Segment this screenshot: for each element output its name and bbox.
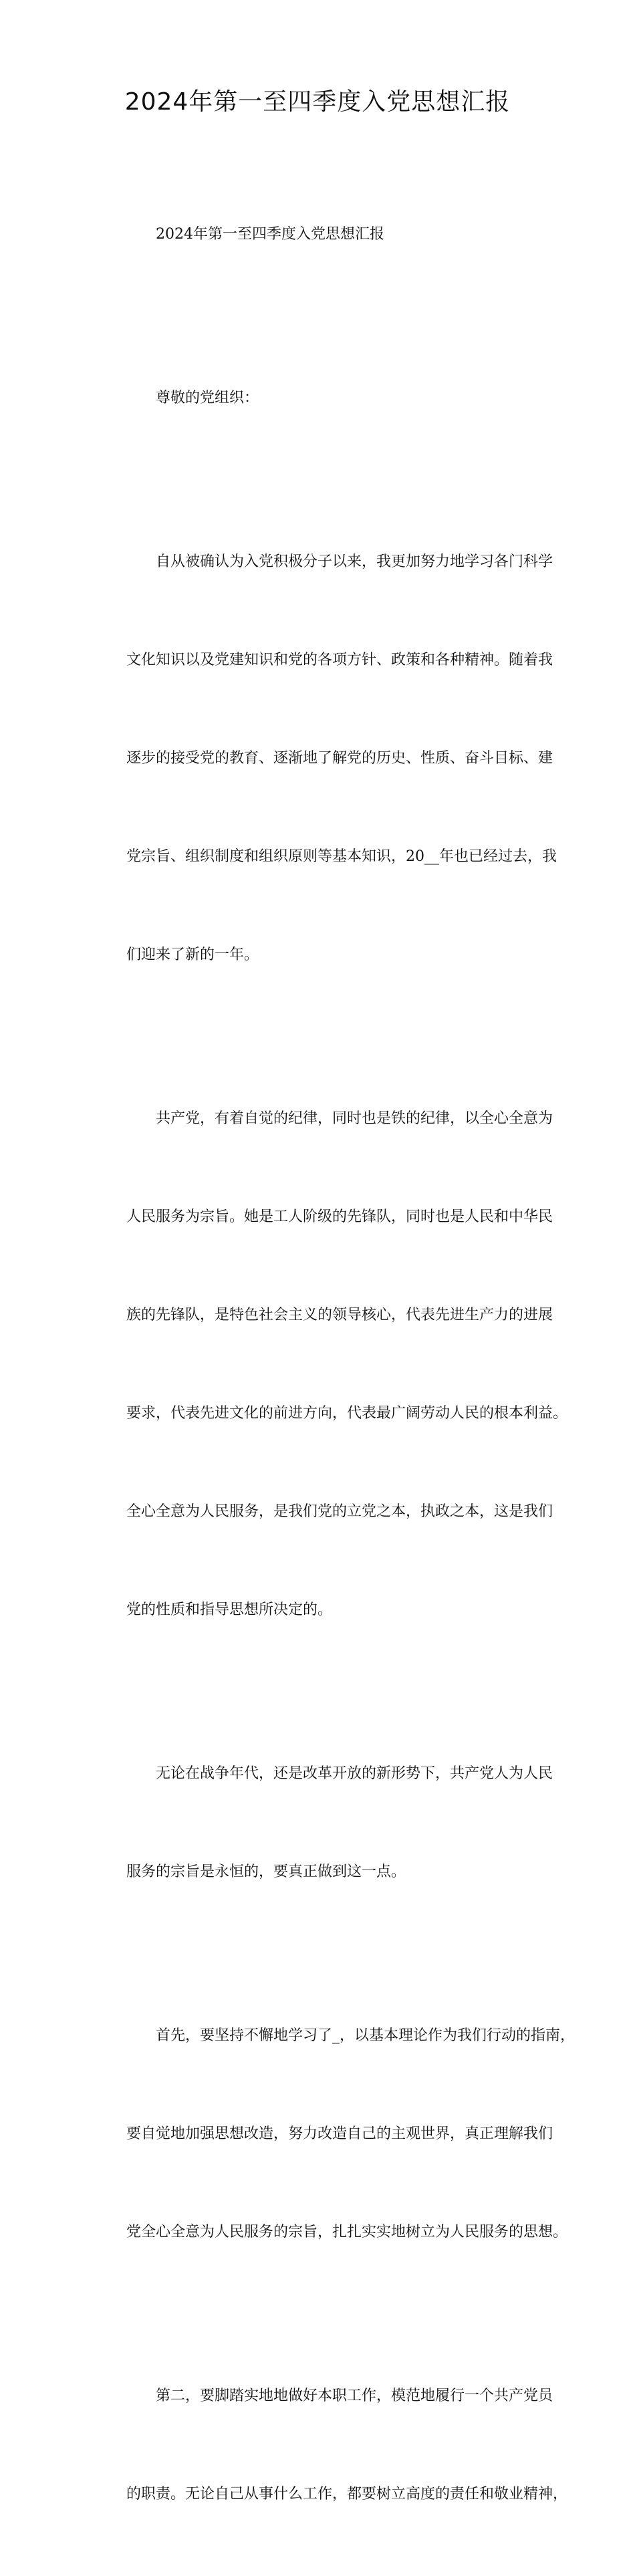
text-line: 的职责。无论自己从事什么工作，都要树立高度的责任和敬业精神， [126,2486,568,2502]
document-body [97,152,576,2576]
text-line: 2024年第一至四季度入党思想汇报 [156,226,384,243]
text-line: 第二，要脚踏实地地做好本职工作，模范地履行一个共产党员 [156,2388,553,2404]
paragraph-5 [97,2314,568,2576]
document-title: 2024年第一至四季度入党思想汇报 [124,88,511,116]
text-line: 自从被确认为入党积极分子以来，我更加努力地学习各门科学 [156,553,553,570]
text-line: 服务的宗旨是永恒的，要真正做到这一点。 [126,1863,406,1880]
text-line: 要求，代表先进文化的前进方向，代表最广阔劳动人民的根本利益。 [126,1405,568,1422]
paragraph-1 [97,480,557,1037]
paragraph-heading [97,152,541,316]
text-line: 要自觉地加强思想改造，努力改造自己的主观世界，真正理解我们 [126,2126,553,2142]
paragraph-2 [97,1037,568,1692]
text-line: 逐步的接受党的教育、逐渐地了解党的历史、性质、奋斗目标、建 [126,750,553,767]
paragraph-4 [97,1954,576,2314]
paragraph-salutation [97,316,541,480]
text-line: 党宗旨、组织制度和组织原则等基本知识，20__年也已经过去，我 [126,848,557,865]
text-line: 人民服务为宗旨。她是工人阶级的先锋队，同时也是人民和中华民 [126,1208,553,1225]
text-line: 族的先锋队，是特色社会主义的领导核心，代表先进生产力的进展 [126,1307,553,1323]
text-line: 首先，要坚持不懈地学习了_，以基本理论作为我们行动的指南， [156,2027,576,2044]
text-line: 们迎来了新的一年。 [126,946,259,963]
text-line: 共产党，有着自觉的纪律，同时也是铁的纪律，以全心全意为 [156,1110,553,1127]
text-line: 无论在战争年代，还是改革开放的新形势下，共产党人为人民 [156,1765,553,1782]
text-line: 尊敬的党组织： [156,390,259,406]
paragraph-3 [97,1692,553,1954]
text-line: 文化知识以及党建知识和党的各项方针、政策和各种精神。随着我 [126,652,553,668]
text-line: 党的性质和指导思想所决定的。 [126,1601,333,1618]
text-line: 全心全意为人民服务，是我们党的立党之本，执政之本，这是我们 [126,1503,553,1520]
text-line: 党全心全意为人民服务的宗旨，扎扎实实地树立为人民服务的思想。 [126,2224,568,2240]
